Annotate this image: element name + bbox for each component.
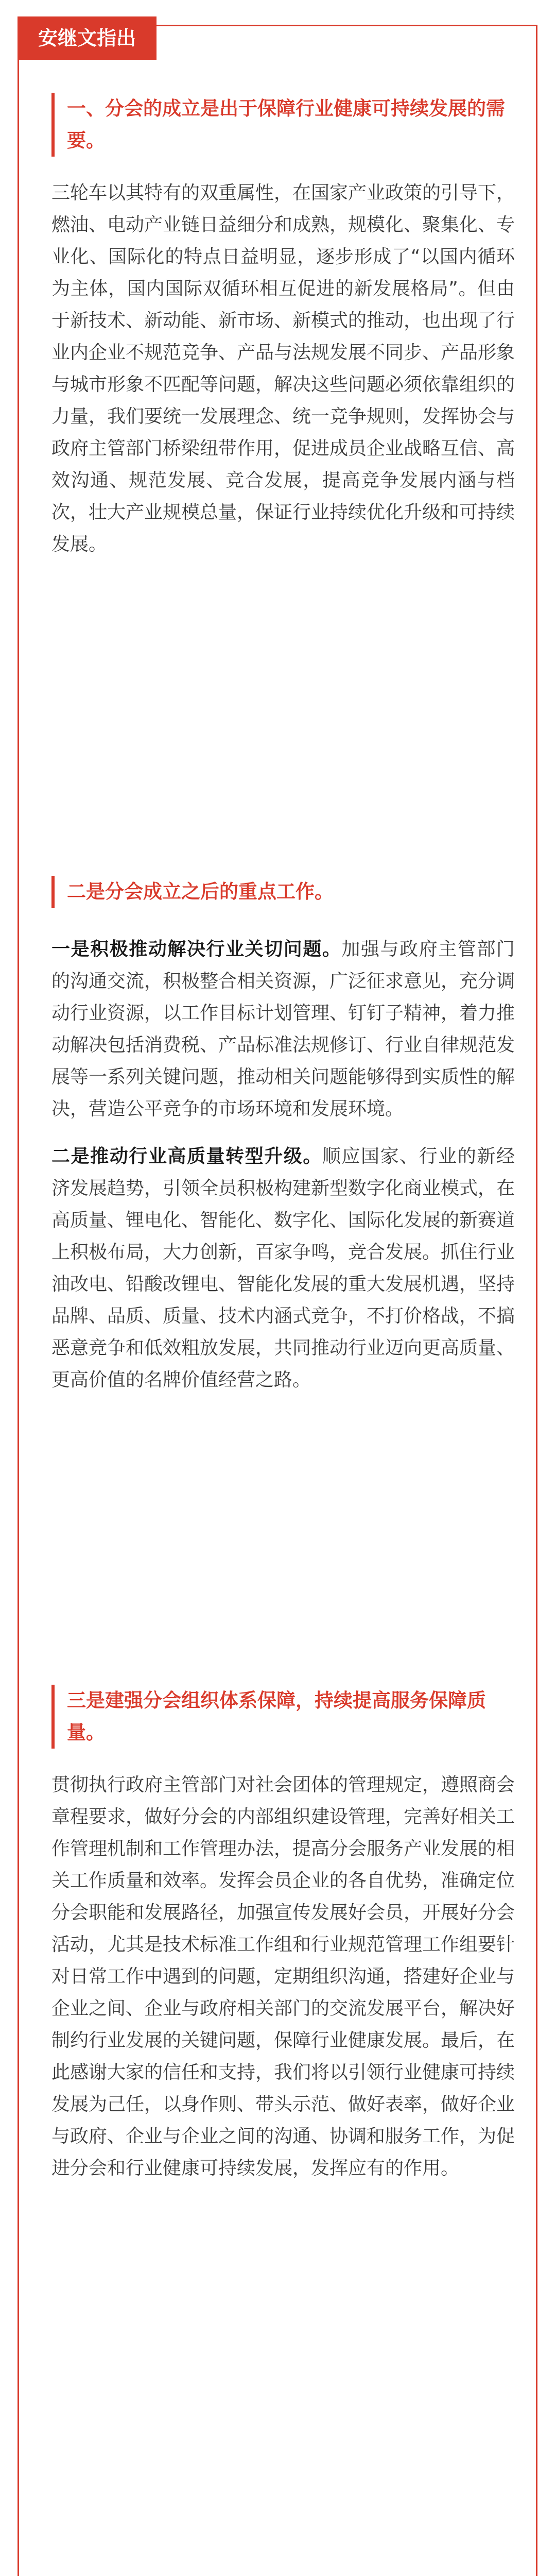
paragraph-text: 三轮车以其特有的双重属性，在国家产业政策的引导下，燃油、电动产业链日益细分和成熟，规模化、聚集化、专业化、国际化的特点日益明显，逐步形成了“以国内循环为主体，国内国际双循环相互促进的新发展格局”。但由于新技术、新动能、新市场、新模式的推动，也出现了行业内企业不规范竞争、产品与法规发展不同步、产品形象与城市形象不匹配等问题，解决这些问题必须依靠组织的力量，我们要统一发展理念、统一竞争规则，发挥协会与政府主管部门桥梁纽带作用，促进成员企业战略互信、高效沟通、规范发展、竞合发展，提高竞争发展内涵与档次，壮大产业规模总量，保证行业持续优化升级和可持续发展。 bbox=[51, 182, 515, 555]
paragraph-lead: 二是推动行业高质量转型升级。 bbox=[51, 1146, 322, 1167]
paragraph-lead: 一是积极推动解决行业关切问题。 bbox=[51, 939, 342, 960]
paragraph-text: 加强与政府主管部门的沟通交流，积极整合相关资源，广泛征求意见，充分调动行业资源，以工作目标计划管理、钉钉子精神，着力推动解决包括消费税、产品标准法规修订、行业自律规范发展等一系列关键问题，推动相关问题能够得到实质性的解决，营造公平竞争的市场环境和发展环境。 bbox=[51, 939, 515, 1120]
section-paragraph bbox=[51, 934, 515, 1125]
section-3 bbox=[51, 1685, 515, 2184]
section-heading: 三是建强分会组织体系保障，持续提高服务保障质量。 bbox=[51, 1685, 515, 1749]
section-heading: 一、分会的成立是出于保障行业健康可持续发展的需要。 bbox=[51, 93, 515, 157]
section-1 bbox=[51, 93, 515, 561]
section-paragraph bbox=[51, 1141, 515, 1396]
paragraph-text: 顺应国家、行业的新经济发展趋势，引领全员积极构建新型数字化商业模式，在高质量、锂电化、智能化、数字化、国际化发展的新赛道上积极布局，大力创新，百家争鸣，竞合发展。抓住行业油改电、铅酸改锂电、智能化发展的重大发展机遇，坚持品牌、品质、质量、技术内涵式竞争，不打价格战，不搞恶意竞争和低效粗放发展，共同推动行业迈向更高质量、更高价值的名牌价值经营之路。 bbox=[51, 1146, 515, 1391]
section-heading: 二是分会成立之后的重点工作。 bbox=[51, 876, 515, 908]
speaker-tag: 安继文指出 bbox=[18, 16, 157, 60]
section-2 bbox=[51, 876, 515, 1396]
paragraph-text: 贯彻执行政府主管部门对社会团体的管理规定，遵照商会章程要求，做好分会的内部组织建设管理，完善好相关工作管理机制和工作管理办法，提高分会服务产业发展的相关工作质量和效率。发挥会员企业的各自优势，准确定位分会职能和发展路径，加强宣传发展好会员，开展好分会活动，尤其是技术标准工作组和行业规范管理工作组要针对日常工作中遇到的问题，定期组织沟通，搭建好企业与企业之间、企业与政府相关部门的交流发展平台，解决好制约行业发展的关键问题，保障行业健康发展。最后，在此感谢大家的信任和支持，我们将以引领行业健康可持续发展为己任，以身作则、带头示范、做好表率，做好企业与政府、企业与企业之间的沟通、协调和服务工作，为促进分会和行业健康可持续发展，发挥应有的作用。 bbox=[51, 1774, 515, 2179]
section-paragraph bbox=[51, 1769, 515, 2184]
section-paragraph bbox=[51, 177, 515, 561]
